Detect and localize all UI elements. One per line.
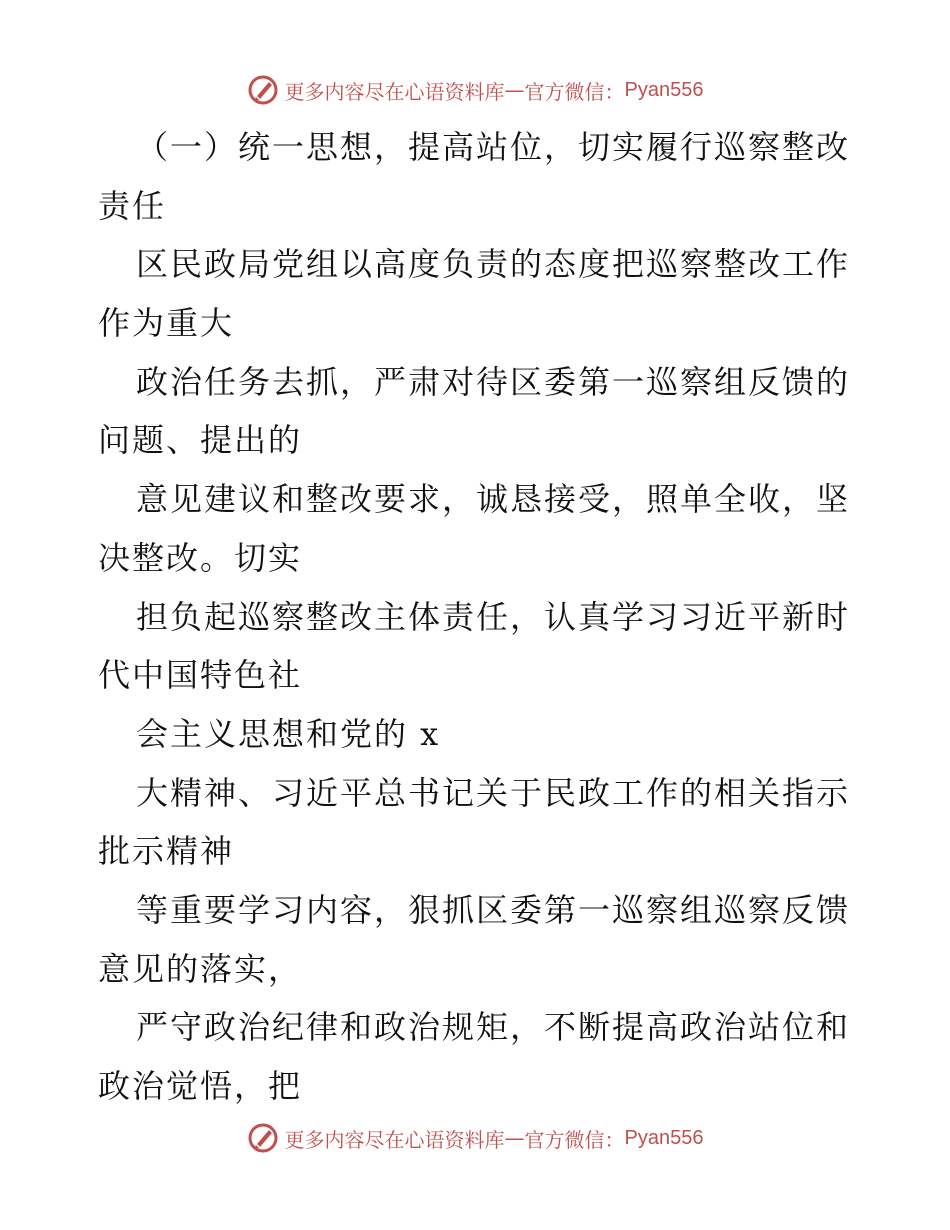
text-line: 批示精神: [98, 832, 235, 871]
banner-wechat-label: 官方微信：: [524, 79, 625, 104]
text-line: 意见的落实，: [98, 949, 303, 988]
text-line: 担负起巡察整改主体责任，认真学习习近平新时: [136, 597, 851, 636]
text-line: 代中国特色社: [98, 656, 303, 695]
text-line: 责任: [98, 186, 167, 225]
pen-circle-logo-icon: [247, 1122, 279, 1154]
banner-separator: —: [504, 1126, 525, 1150]
text-line: 政治觉悟，把: [98, 1067, 303, 1105]
text-line: 严守政治纪律和政治规矩，不断提高政治站位和: [136, 1008, 851, 1047]
banner-separator: —: [504, 78, 525, 102]
banner-text: 更多内容尽在心语资料库: [284, 79, 505, 104]
text-line: （一）统一思想，提高站位，切实履行巡察整改: [136, 128, 851, 166]
document-body: [98, 118, 858, 1116]
text-line: 等重要学习内容，狠抓区委第一巡察组巡察反馈: [136, 890, 851, 929]
banner-text: 更多内容尽在心语资料库: [284, 1127, 505, 1152]
text-line: 会主义思想和党的 x: [136, 714, 441, 753]
banner-wechat-id: Pyan556: [624, 78, 704, 101]
text-line: 问题、提出的: [98, 421, 303, 460]
text-line: 决整改。切实: [98, 538, 303, 577]
text-line: 区民政局党组以高度负责的态度把巡察整改工作: [136, 245, 851, 284]
banner-wechat-label: 官方微信：: [524, 1127, 625, 1152]
banner-wechat-id: Pyan556: [624, 1126, 704, 1149]
header-banner: [0, 70, 950, 110]
text-line: 政治任务去抓，严肃对待区委第一巡察组反馈的: [136, 362, 851, 401]
footer-banner: [0, 1118, 950, 1158]
text-line: 大精神、习近平总书记关于民政工作的相关指示: [136, 773, 851, 812]
text-line: 意见建议和整改要求，诚恳接受，照单全收，坚: [136, 480, 851, 519]
text-line: 作为重大: [98, 304, 235, 343]
pen-circle-logo-icon: [247, 74, 279, 106]
